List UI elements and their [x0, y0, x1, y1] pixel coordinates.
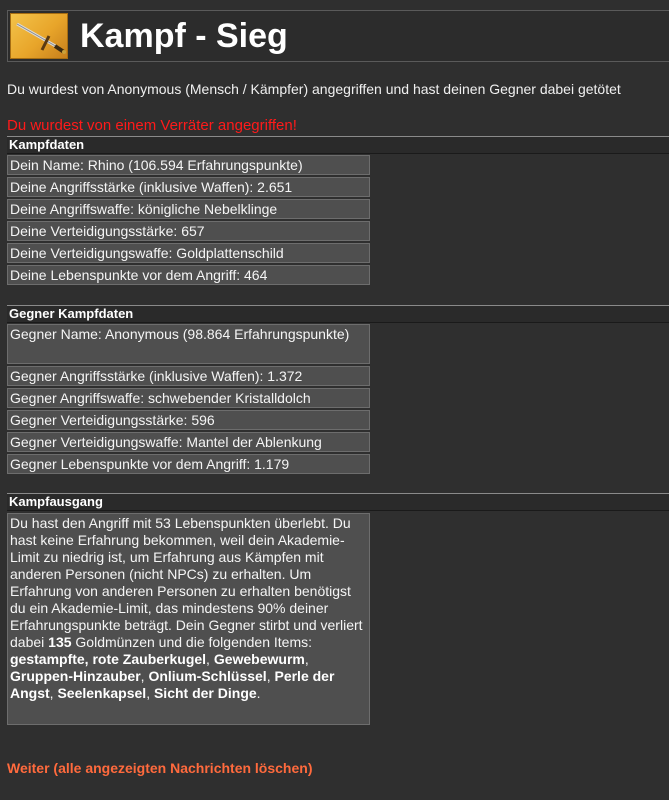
table-row: Deine Angriffsstärke (inklusive Waffen): 2.651	[7, 177, 370, 197]
gegner-kampfdaten-table	[7, 324, 370, 476]
loot-item: Perle der Angst	[10, 668, 335, 701]
table-row: Dein Name: Rhino (106.594 Erfahrungspunkte)	[7, 155, 370, 175]
page-header	[7, 10, 669, 62]
table-row: Gegner Lebenspunkte vor dem Angriff: 1.179	[7, 454, 370, 474]
gold-amount: 135	[48, 634, 72, 650]
table-row: Deine Verteidigungsstärke: 657	[7, 221, 370, 241]
item-separator: ,	[304, 651, 309, 667]
table-row: Gegner Name: Anonymous (98.864 Erfahrungspunkte)	[7, 324, 370, 364]
item-separator: ,	[140, 668, 145, 684]
sword-icon	[10, 13, 68, 59]
survival-text: Du hast den Angriff mit 53 Lebenspunkten überlebt.	[10, 515, 329, 531]
table-row: Gegner Angriffsstärke (inklusive Waffen): 1.372	[7, 366, 370, 386]
loot-item: Gewebewurm	[213, 651, 305, 667]
item-separator: ,	[146, 685, 151, 701]
table-row: Gegner Angriffswaffe: schwebender Kristalldolch	[7, 388, 370, 408]
item-terminator: .	[256, 685, 261, 701]
kampfausgang-heading: Kampfausgang	[7, 493, 669, 511]
table-row: Gegner Verteidigungsstärke: 596	[7, 410, 370, 430]
loot-middle-text: Goldmünzen und die folgenden Items:	[75, 634, 313, 650]
item-separator: ,	[206, 651, 210, 667]
item-separator: ,	[49, 685, 54, 701]
table-row: Deine Angriffswaffe: königliche Nebelklinge	[7, 199, 370, 219]
item-separator: ,	[266, 668, 271, 684]
loot-item: Gruppen-Hinzauber	[10, 668, 141, 684]
experience-text: Du hast keine Erfahrung bekommen, weil dein Akademie-Limit zu niedrig ist, um Erfahrung aus Kämpfen mit anderen Personen (nicht NPCs) zu erhalten. Um Erfahrung von anderen Personen zu erhalten benötigst du ein Akademie-Limit, das mindestens 90% deiner Erfahrungspunkte beträgt.	[10, 515, 351, 633]
table-row: Gegner Verteidigungswaffe: Mantel der Ablenkung	[7, 432, 370, 452]
kampfdaten-table	[7, 155, 370, 287]
table-row: Deine Lebenspunkte vor dem Angriff: 464	[7, 265, 370, 285]
table-row: Deine Verteidigungswaffe: Goldplattenschild	[7, 243, 370, 263]
loot-item: Seelenkapsel	[57, 685, 147, 701]
loot-item: Sicht der Dinge	[153, 685, 257, 701]
loot-item: gestampfte, rote Zauberkugel	[10, 651, 207, 667]
continue-link[interactable]: Weiter (alle angezeigten Nachrichten löschen)	[7, 760, 313, 776]
gegner-kampfdaten-heading: Gegner Kampfdaten	[7, 305, 669, 323]
loot-prefix-text: Dein Gegner stirbt und verliert dabei	[10, 617, 363, 650]
battle-summary-text: Du wurdest von Anonymous (Mensch / Kämpfer) angegriffen und hast deinen Gegner dabei getötet	[7, 81, 621, 97]
page-title: Kampf - Sieg	[80, 17, 288, 55]
loot-item: Onlium-Schlüssel	[148, 668, 267, 684]
traitor-alert: Du wurdest von einem Verräter angegriffen!	[7, 117, 297, 134]
kampfausgang-box	[7, 513, 370, 725]
kampfdaten-heading: Kampfdaten	[7, 136, 669, 154]
